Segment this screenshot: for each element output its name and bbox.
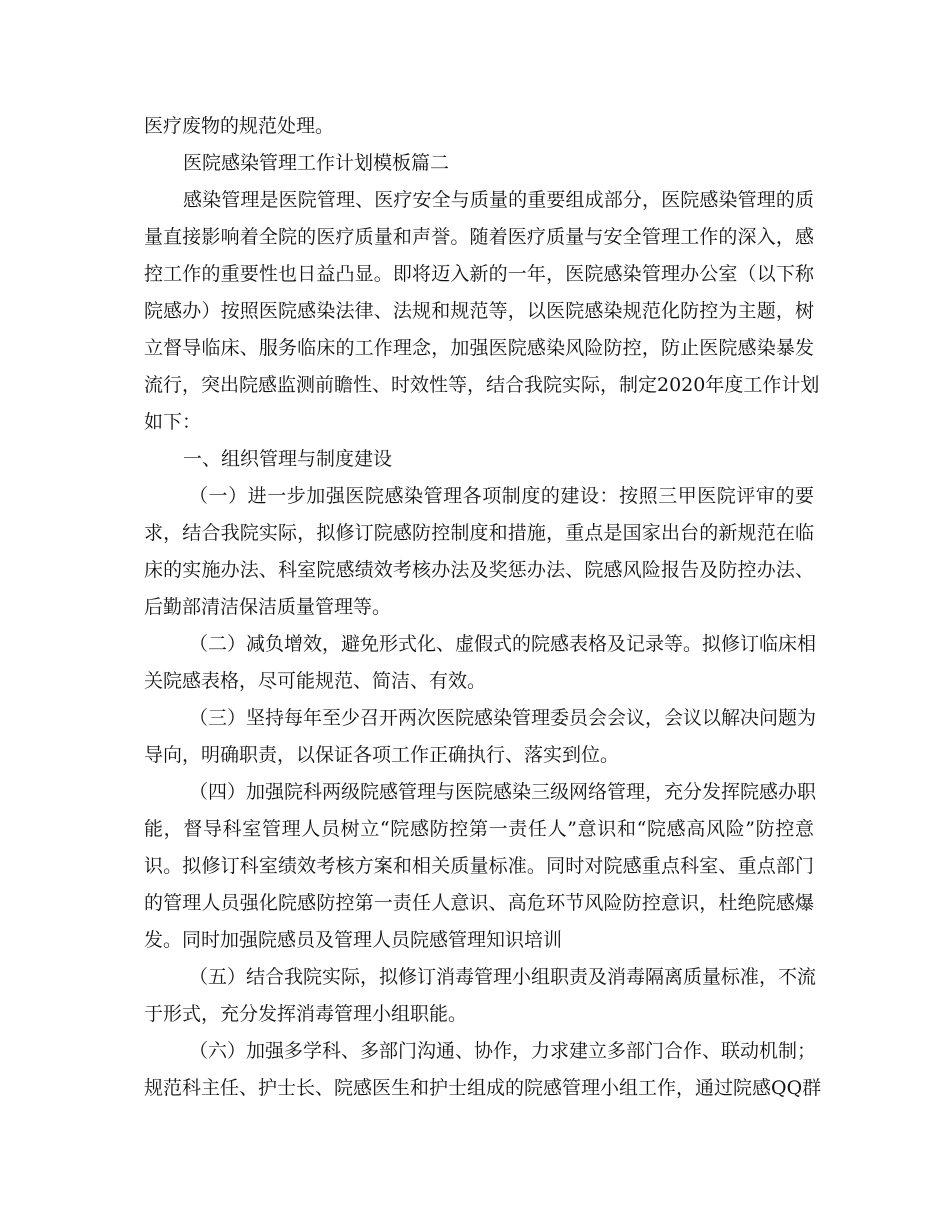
text-line: 如下： (144, 411, 202, 433)
text-line: （五）结合我院实际，拟修订消毒管理小组职责及消毒隔离质量标准，不流 (189, 966, 817, 988)
text-line: 床的实施办法、科室院感绩效考核办法及奖惩办法、院感风险报告及防控办法、 (144, 559, 814, 581)
text-line: （一）进一步加强医院感染管理各项制度的建设：按照三甲医院评审的要 (189, 485, 814, 507)
text-line: 医院感染管理工作计划模板篇二 (183, 152, 450, 174)
text-line: 能，督导科室管理人员树立“院感防控第一责任人”意识和“院感高风险”防控意 (144, 818, 814, 840)
text-line: 一、组织管理与制度建设 (183, 448, 393, 470)
document-body (144, 108, 822, 1107)
text-line: 关院感表格，尽可能规范、简洁、有效。 (144, 670, 487, 692)
text-line: 求，结合我院实际，拟修订院感防控制度和措施，重点是国家出台的新规范在临 (144, 522, 814, 544)
text-line: （四）加强院科两级院感管理与医院感染三级网络管理，充分发挥院感办职 (189, 781, 817, 803)
text-line: 立督导临床、服务临床的工作理念，加强医院感染风险防控，防止医院感染暴发 (144, 337, 814, 359)
text-line: 流行，突出院感监测前瞻性、时效性等，结合我院实际，制定2020年度工作计划 (144, 374, 820, 396)
text-line: 发。同时加强院感员及管理人员院感管理知识培训 (144, 929, 563, 951)
text-line: 控工作的重要性也日益凸显。即将迈入新的一年，医院感染管理办公室（以下称 (144, 263, 814, 285)
text-line: 医疗废物的规范处理。 (144, 115, 335, 137)
text-line: 后勤部清洁保洁质量管理等。 (144, 596, 392, 618)
text-line: 量直接影响着全院的医疗质量和声誉。随着医疗质量与安全管理工作的深入，感 (144, 226, 814, 248)
text-line: 院感办）按照医院感染法律、法规和规范等，以医院感染规范化防控为主题，树 (144, 300, 814, 322)
text-line: （六）加强多学科、多部门沟通、协作，力求建立多部门合作、联动机制； (189, 1040, 817, 1062)
text-line: 于形式，充分发挥消毒管理小组职能。 (144, 1003, 468, 1025)
text-line: （三）坚持每年至少召开两次医院感染管理委员会会议，会议以解决问题为 (189, 707, 817, 729)
text-line: 的管理人员强化院感防控第一责任人意识、高危环节风险防控意识，杜绝院感爆 (144, 892, 814, 914)
text-line: 感染管理是医院管理、医疗安全与质量的重要组成部分，医院感染管理的质 (183, 189, 814, 211)
text-line: （二）减负增效，避免形式化、虚假式的院感表格及记录等。拟修订临床相 (189, 633, 817, 655)
text-line: 识。拟修订科室绩效考核方案和相关质量标准。同时对院感重点科室、重点部门 (144, 855, 814, 877)
text-line: 导向，明确职责，以保证各项工作正确执行、落实到位。 (144, 744, 620, 766)
text-line: 规范科主任、护士长、院感医生和护士组成的院感管理小组工作，通过院感QQ群 (144, 1077, 822, 1099)
